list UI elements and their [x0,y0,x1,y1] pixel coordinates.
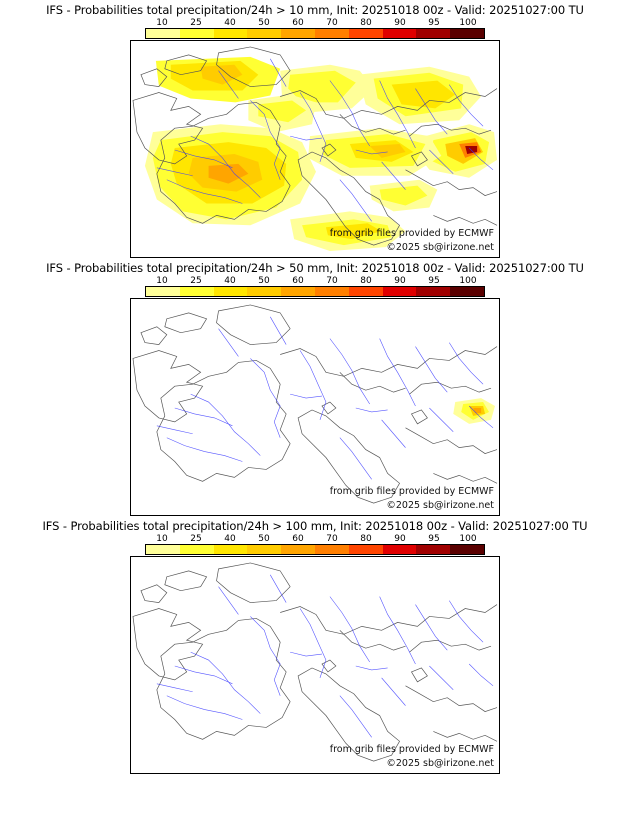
map-10mm[interactable] [130,40,500,258]
legend-label-9: 100 [459,276,477,286]
legend-swatch-8 [416,287,450,296]
legend-swatch-3 [247,287,281,296]
legend-label-5: 70 [326,276,338,286]
legend-swatch-8 [416,29,450,38]
legend-label-6: 80 [360,276,372,286]
legend-label-0: 10 [156,276,168,286]
legend-label-4: 60 [292,276,304,286]
panel-title-100mm: IFS - Probabilities total precipitation/24h > 100 mm, Init: 20251018 00z - Valid: 20251027:00 TU [42,519,588,533]
legend-swatch-3 [247,545,281,554]
legend-label-2: 40 [224,534,236,544]
legend-colorbar-100mm [145,544,485,555]
legend-swatch-7 [383,29,417,38]
legend-swatch-2 [214,545,248,554]
legend-swatch-9 [450,545,484,554]
credit-ecmwf-100mm: from grib files provided by ECMWF [329,744,494,755]
legend-label-0: 10 [156,18,168,28]
legend-swatch-0 [146,29,180,38]
legend-label-8: 95 [428,18,440,28]
legend-swatch-6 [349,545,383,554]
legend-label-6: 80 [360,534,372,544]
legend-swatch-2 [214,29,248,38]
map-wrap-10mm [130,40,500,258]
panel-title-10mm: IFS - Probabilities total precipitation/24h > 10 mm, Init: 20251018 00z - Valid: 20251027:00 TU [46,3,584,17]
map-wrap-50mm [130,298,500,516]
legend-swatch-5 [315,287,349,296]
credit-ecmwf-10mm: from grib files provided by ECMWF [329,228,494,239]
legend-label-2: 40 [224,18,236,28]
legend-label-7: 90 [394,18,406,28]
legend-colorbar-50mm [145,286,485,297]
legend-swatch-9 [450,29,484,38]
map-100mm[interactable] [130,556,500,774]
legend-swatch-7 [383,545,417,554]
legend-swatch-6 [349,287,383,296]
legend-label-2: 40 [224,276,236,286]
legend-label-4: 60 [292,18,304,28]
credit-author-100mm: ©2025 sb@irizone.net [386,758,494,769]
legend-swatch-5 [315,545,349,554]
legend-swatch-7 [383,287,417,296]
panel-50mm [0,258,630,516]
legend-swatch-1 [180,29,214,38]
legend-swatch-9 [450,287,484,296]
legend-swatch-4 [281,287,315,296]
map-wrap-100mm [130,556,500,774]
legend-label-5: 70 [326,534,338,544]
legend-swatch-5 [315,29,349,38]
legend-swatch-8 [416,545,450,554]
legend-swatch-1 [180,545,214,554]
legend-label-8: 95 [428,534,440,544]
legend-label-3: 50 [258,18,270,28]
panel-100mm [0,516,630,774]
legend-swatch-4 [281,545,315,554]
legend-swatch-6 [349,29,383,38]
legend-label-1: 25 [190,18,202,28]
map-50mm[interactable] [130,298,500,516]
legend-colorbar [145,28,485,39]
legend-labels-100mm [145,534,485,544]
legend-100mm [145,534,485,556]
legend-swatch-3 [247,29,281,38]
panel-title-50mm: IFS - Probabilities total precipitation/24h > 50 mm, Init: 20251018 00z - Valid: 20251027:00 TU [46,261,584,275]
legend-label-7: 90 [394,534,406,544]
legend-label-7: 90 [394,276,406,286]
legend-label-4: 60 [292,534,304,544]
legend-labels [145,18,485,28]
legend-label-0: 10 [156,534,168,544]
legend-label-6: 80 [360,18,372,28]
legend-10mm [145,18,485,40]
credit-author-10mm: ©2025 sb@irizone.net [386,242,494,253]
legend-swatch-0 [146,545,180,554]
panel-10mm [0,0,630,258]
legend-label-9: 100 [459,534,477,544]
legend-label-5: 70 [326,18,338,28]
legend-label-1: 25 [190,276,202,286]
credit-ecmwf-50mm: from grib files provided by ECMWF [329,486,494,497]
legend-50mm [145,276,485,298]
legend-label-9: 100 [459,18,477,28]
legend-labels-50mm [145,276,485,286]
legend-swatch-2 [214,287,248,296]
legend-label-3: 50 [258,534,270,544]
legend-label-3: 50 [258,276,270,286]
legend-swatch-1 [180,287,214,296]
legend-label-8: 95 [428,276,440,286]
legend-swatch-0 [146,287,180,296]
legend-label-1: 25 [190,534,202,544]
legend-swatch-4 [281,29,315,38]
credit-author-50mm: ©2025 sb@irizone.net [386,500,494,511]
